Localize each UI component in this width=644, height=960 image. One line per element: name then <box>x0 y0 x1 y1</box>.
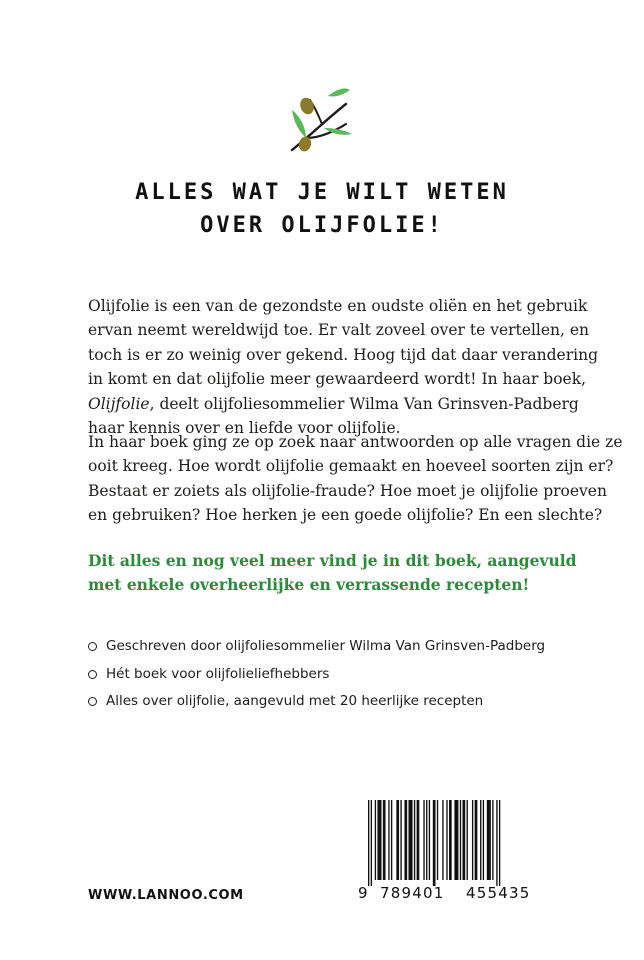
barcode-bar <box>391 800 392 880</box>
barcode-bar <box>475 800 478 880</box>
bullet-item <box>88 664 568 692</box>
barcode-left-group: 789401 <box>380 884 445 902</box>
barcode-bar <box>492 800 493 880</box>
questions-paragraph <box>88 430 623 528</box>
paragraph-line: Olijfolie is een van de gezondste en oudste oliën en het gebruik <box>88 297 588 315</box>
website-link[interactable]: WWW.LANNOO.COM <box>88 888 244 903</box>
barcode-first-digit: 9 <box>358 884 368 902</box>
bullet-circle-icon <box>88 642 97 651</box>
barcode-bar <box>437 800 438 880</box>
barcode-bar <box>404 800 407 880</box>
bullet-circle-icon <box>88 697 97 706</box>
barcode-bar <box>383 800 386 880</box>
bullet-item <box>88 636 568 664</box>
headline-line-2: OVER OLIJFOLIE! <box>200 213 444 238</box>
barcode-bar <box>409 800 413 880</box>
bullet-text: Hét boek voor olijfolieliefhebbers <box>106 665 330 682</box>
barcode-bar <box>446 800 447 880</box>
barcode-bar <box>449 800 452 880</box>
barcode-bar <box>460 800 461 880</box>
barcode-bar <box>426 800 427 880</box>
barcode-bar <box>463 800 466 880</box>
barcode-right-group: 455435 <box>466 884 531 902</box>
barcode-bar <box>414 800 415 880</box>
barcode-bar <box>499 800 500 886</box>
book-title: Olijfolie <box>88 394 150 413</box>
paragraph-line: ooit kreeg. Hoe wordt olijfolie gemaakt en hoeveel soorten zijn er? <box>88 457 614 476</box>
callout-line: Dit alles en nog veel meer vind je in dit boek, aangevuld <box>88 551 577 570</box>
barcode-bar <box>371 800 372 886</box>
paragraph-line: ervan neemt wereldwijd toe. Er valt zoveel over te vertellen, en <box>88 321 590 340</box>
isbn-barcode <box>358 796 554 910</box>
barcode-bar <box>368 800 369 886</box>
barcode-bar <box>483 800 484 880</box>
barcode-bar <box>388 800 389 880</box>
paragraph-line-rest: , deelt olijfoliesommelier Wilma Van Grinsven-Padberg <box>149 394 579 413</box>
barcode-bar <box>400 800 401 880</box>
callout-line: met enkele overheerlijke en verrassende recepten! <box>88 575 530 595</box>
paragraph-line: haar kennis over en liefde voor olijfolie. <box>88 419 401 438</box>
barcode-bar <box>442 800 443 880</box>
olive-branch-icon <box>272 88 372 160</box>
paragraph-line: en gebruiken? Hoe herken je een goede olijfolie? En een slechte? <box>88 506 603 525</box>
bullet-list <box>88 636 568 719</box>
barcode-bars <box>368 800 544 886</box>
barcode-bar <box>429 800 430 880</box>
barcode-bar <box>454 800 458 880</box>
barcode-bar <box>423 800 424 880</box>
barcode-bar <box>377 800 381 880</box>
paragraph-line: Bestaat er zoiets als olijfolie-fraude? Hoe moet je olijfolie proeven <box>88 481 607 500</box>
barcode-bar <box>417 800 420 880</box>
paragraph-line: toch is er zo weinig over gekend. Hoog tijd dat daar verandering <box>88 345 598 364</box>
intro-paragraph <box>88 294 598 440</box>
bullet-item <box>88 691 568 719</box>
barcode-bar <box>375 800 376 880</box>
bullet-circle-icon <box>88 670 97 679</box>
barcode-bar <box>487 800 491 880</box>
barcode-digits <box>358 884 554 906</box>
headline-line-1: ALLES WAT JE WILT WETEN <box>135 180 509 205</box>
green-callout <box>88 549 577 598</box>
bullet-text: Alles over olijfolie, aangevuld met 20 heerlijke recepten <box>106 693 484 709</box>
bullet-text: Geschreven door olijfoliesommelier Wilma Van Grinsven-Padberg <box>106 638 546 654</box>
barcode-bar <box>496 800 497 886</box>
barcode-bar <box>433 800 436 886</box>
paragraph-line: in komt en dat olijfolie meer gewaardeerd wordt! In haar boek, <box>88 370 587 389</box>
barcode-bar <box>396 800 399 880</box>
paragraph-line <box>88 392 579 416</box>
barcode-bar <box>472 800 473 880</box>
barcode-bar <box>480 800 481 880</box>
paragraph-line: In haar boek ging ze op zoek naar antwoorden op alle vragen die ze <box>88 433 623 451</box>
barcode-bar <box>467 800 468 880</box>
